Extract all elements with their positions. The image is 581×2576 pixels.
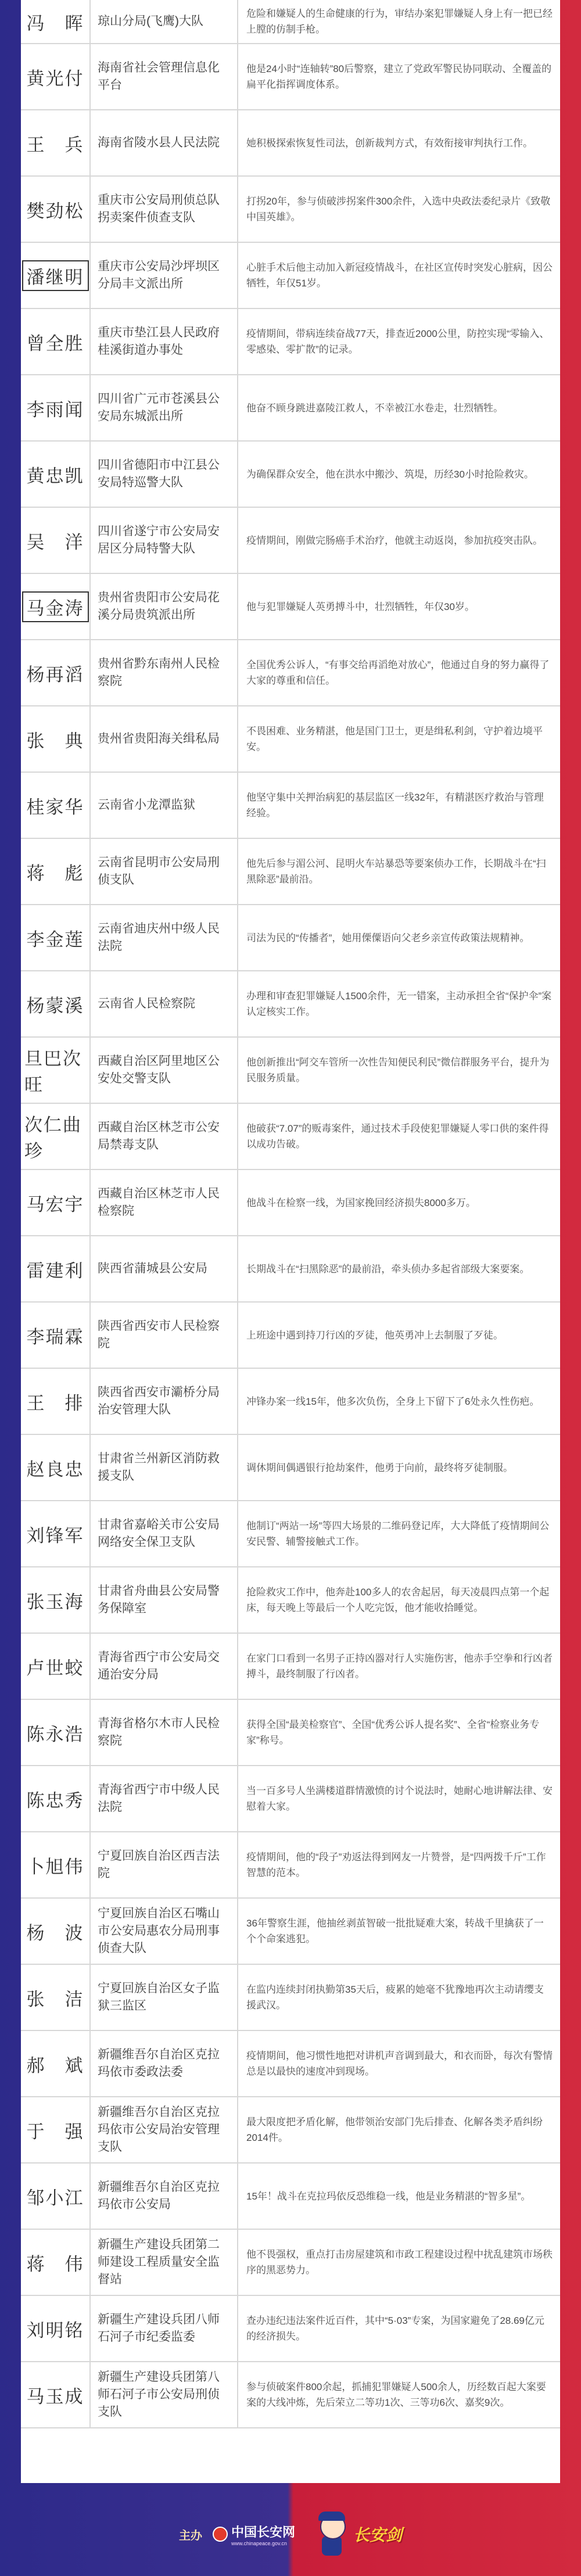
deed-description-cell: 疫情期间，他习惯性地把对讲机声音调到最大，和衣而卧，每次有警情总是以最快的速度冲到现场。: [246, 2050, 553, 2077]
table-row: [21, 2097, 560, 2164]
table-row: [21, 640, 560, 706]
honoree-name: 旦巴次旺: [24, 1049, 82, 1095]
honoree-name: 邹小江: [26, 2187, 84, 2208]
table-row: [21, 2230, 560, 2296]
table-row: [21, 44, 560, 110]
table-row: [21, 442, 560, 508]
table-row: [21, 243, 560, 309]
chinapeace-logo-url: www.chinapeace.gov.cn: [231, 2540, 287, 2546]
unit-cell: 宁夏回族自治区西吉法院: [91, 1832, 238, 1897]
table-row: [21, 2164, 560, 2230]
unit-cell: 宁夏回族自治区女子监狱三监区: [91, 1965, 238, 2030]
deed-description-cell: 办理和审查犯罪嫌疑人1500余件，无一错案，主动承担全省“保护伞”案认定核实工作。: [246, 991, 552, 1017]
honoree-name: 蒋 彪: [26, 863, 84, 884]
unit-cell: 新疆生产建设兵团第八师石河子市公安局刑侦支队: [91, 2362, 238, 2427]
deed-description-cell: 36年警察生涯，他抽丝剥茧智破一批批疑难大案，转战千里擒获了一个个命案逃犯。: [246, 1918, 544, 1944]
honoree-name: 卜旭伟: [26, 1856, 84, 1877]
name-cell: [21, 508, 91, 573]
deed-description-cell: 15年！战斗在克拉玛依反恐维稳一线，他是业务精湛的“智多星”。: [246, 2190, 531, 2202]
unit-cell: 云南省迪庆州中级人民法院: [91, 905, 238, 970]
deed-description-cell: 他创新推出“阿交车管所一次性告知便民利民”微信群服务平台，提升为民服务质量。: [246, 1057, 550, 1084]
unit-cell: 西藏自治区林芝市公安局禁毒支队: [91, 1104, 238, 1169]
name-cell: [21, 44, 91, 109]
table-row: [21, 706, 560, 773]
honoree-name: 黄忠凯: [26, 465, 84, 486]
name-cell: [21, 2031, 91, 2096]
honoree-name: 张 典: [26, 730, 84, 751]
name-cell: [21, 375, 91, 440]
honoree-name: 次仁曲珍: [24, 1115, 82, 1161]
name-cell: [21, 1766, 91, 1831]
deed-description-cell: 不畏困难、业务精湛，他是国门卫士，更是缉私利剑，守护着边境平安。: [246, 726, 543, 752]
unit-cell: 重庆市公安局沙坪坝区分局丰文派出所: [91, 243, 238, 308]
deed-description-cell: 全国优秀公诉人，“有事交给再滔绝对放心”，他通过自身的努力赢得了大家的尊重和信任。: [246, 659, 550, 686]
name-cell: [21, 2164, 91, 2229]
table-row: [21, 1501, 560, 1567]
unit-cell: 西藏自治区林芝市人民检察院: [91, 1170, 238, 1235]
table-row: [21, 1766, 560, 1832]
honoree-name: 于 强: [26, 2121, 84, 2142]
honoree-name: 潘继明: [22, 260, 89, 291]
changanjian-logo-name: 长安剑: [353, 2526, 403, 2544]
unit-cell: 贵州省贵阳海关缉私局: [91, 706, 238, 772]
name-cell: [21, 640, 91, 705]
honoree-name: 陈忠秀: [26, 1790, 84, 1811]
honoree-name: 曾全胜: [26, 333, 84, 354]
honoree-name: 李雨闻: [26, 399, 84, 420]
chinapeace-logo: [213, 2523, 295, 2546]
table-row: [21, 1899, 560, 1965]
table-row: [21, 1236, 560, 1303]
unit-cell: 陕西省蒲城县公安局: [91, 1236, 238, 1301]
unit-cell: 西藏自治区阿里地区公安处交警支队: [91, 1038, 238, 1103]
chinapeace-emblem-icon: [213, 2527, 228, 2542]
unit-cell: 云南省昆明市公安局刑侦支队: [91, 839, 238, 904]
name-cell: [21, 1369, 91, 1434]
table-row: [21, 905, 560, 971]
name-cell: [21, 1700, 91, 1765]
honoree-name: 杨再滔: [26, 664, 84, 685]
name-cell: [21, 1104, 91, 1169]
deed-description-cell: 他奋不顾身跳进嘉陵江救人，不幸被江水卷走，壮烈牺牲。: [246, 402, 503, 414]
honoree-name: 李金莲: [26, 929, 84, 950]
unit-cell: 重庆市公安局刑侦总队拐卖案件侦查支队: [91, 177, 238, 242]
sponsor-label: 主办: [178, 2529, 202, 2542]
unit-cell: 云南省人民检察院: [91, 971, 238, 1036]
name-cell: [21, 1832, 91, 1897]
table-row: [21, 0, 560, 44]
unit-cell: 新疆维吾尔自治区克拉玛依市公安局: [91, 2164, 238, 2229]
deed-description-cell: 获得全国“最美检察官”、全国“优秀公诉人提名奖”、全省“检察业务专家”称号。: [246, 1719, 540, 1746]
unit-cell: 海南省社会管理信息化平台: [91, 44, 238, 109]
table-row: [21, 773, 560, 839]
name-cell: [21, 1236, 91, 1301]
unit-cell: 陕西省西安市人民检察院: [91, 1303, 238, 1368]
name-cell: [21, 0, 91, 43]
name-cell: [21, 1038, 91, 1103]
deed-description-cell: 上班途中遇到持刀行凶的歹徒，他英勇冲上去制服了歹徒。: [246, 1329, 503, 1341]
honoree-name: 赵良忠: [26, 1459, 84, 1480]
unit-cell: 云南省小龙潭监狱: [91, 773, 238, 838]
name-cell: [21, 2230, 91, 2295]
name-cell: [21, 177, 91, 242]
deed-description-cell: 调休期间偶遇银行抢劫案件，他勇于向前，最终将歹徒制服。: [246, 1462, 513, 1473]
table-row: [21, 839, 560, 905]
name-cell: [21, 706, 91, 772]
honoree-name: 马玉成: [26, 2386, 84, 2407]
honoree-name: 郝 斌: [26, 2055, 84, 2076]
unit-cell: 新疆生产建设兵团八师石河子市纪委监委: [91, 2296, 238, 2361]
deed-description-cell: 他破获“7.07”的贩毒案件，通过技术手段使犯罪嫌疑人零口供的案件得以成功告破。: [246, 1123, 549, 1150]
unit-cell: 琼山分局(飞鹰)大队: [91, 0, 238, 43]
unit-cell: 青海省格尔木市人民检察院: [91, 1700, 238, 1765]
honoree-table: [21, 0, 560, 2483]
honoree-name: 黄光付: [26, 68, 84, 89]
name-cell: [21, 2097, 91, 2162]
deed-description-cell: 在家门口看到一名男子正持凶器对行人实施伤害，他赤手空拳和行凶者搏斗，最终制服了行凶者。: [246, 1653, 553, 1680]
name-cell: [21, 243, 91, 308]
deed-description-cell: 疫情期间，他的“段子”劝返法得到网友一片赞誉，是“四两拨千斤”工作智慧的范本。: [246, 1852, 546, 1878]
name-cell: [21, 442, 91, 507]
deed-description-cell: 他与犯罪嫌疑人英勇搏斗中，壮烈牺牲，年仅30岁。: [246, 601, 475, 612]
name-cell: [21, 1501, 91, 1566]
name-cell: [21, 1567, 91, 1633]
honoree-name: 张 洁: [26, 1989, 84, 2010]
deed-description-cell: 当一百多号人坐满楼道群情激愤的讨个说法时，她耐心地讲解法律、安慰着大家。: [246, 1785, 553, 1812]
deed-description-cell: 在监内连续封闭执勤第35天后，疲累的她毫不犹豫地再次主动请缨支援武汉。: [246, 1984, 544, 2011]
deed-description-cell: 疫情期间，带病连续奋战77天，排查近2000公里，防控实现“零输入、零感染、零扩散”的记录。: [246, 328, 550, 355]
table-row: [21, 1832, 560, 1899]
table-row: [21, 177, 560, 243]
footer: [0, 2492, 581, 2576]
name-cell: [21, 2296, 91, 2361]
honoree-name: 杨 波: [26, 1922, 84, 1943]
unit-cell: 宁夏回族自治区石嘴山市公安局惠农分局刑事侦查大队: [91, 1899, 238, 1964]
name-cell: [21, 2362, 91, 2427]
unit-cell: 海南省陵水县人民法院: [91, 110, 238, 175]
honoree-name: 蒋 伟: [26, 2254, 84, 2274]
name-cell: [21, 1634, 91, 1699]
police-mascot-icon: [315, 2512, 349, 2557]
table-row: [21, 574, 560, 640]
table-row: [21, 2362, 560, 2428]
table-row: [21, 375, 560, 442]
table-row: [21, 971, 560, 1038]
honoree-name: 刘锋军: [26, 1525, 84, 1546]
deed-description-cell: 司法为民的“传播者”，她用傈僳语向父老乡亲宣传政策法规精神。: [246, 932, 530, 943]
unit-cell: 陕西省西安市灞桥分局治安管理大队: [91, 1369, 238, 1434]
deed-description-cell: 查办违纪违法案件近百件，其中“5·03”专案，为国家避免了28.69亿元的经济损失。: [246, 2315, 544, 2342]
honoree-name: 雷建利: [26, 1260, 84, 1281]
deed-description-cell: 打拐20年，参与侦破涉拐案件300余件，入选中央政法委纪录片《致敬中国英雄》。: [246, 196, 551, 223]
name-cell: [21, 905, 91, 970]
deed-description-cell: 长期战斗在“扫黑除恶”的最前沿，牵头侦办多起省部级大案要案。: [246, 1263, 530, 1275]
honoree-name: 马宏宇: [26, 1194, 84, 1215]
table-row: [21, 309, 560, 375]
unit-cell: 甘肃省兰州新区消防救援支队: [91, 1435, 238, 1500]
table-row: [21, 110, 560, 177]
deed-description-cell: 心脏手术后他主动加入新冠疫情战斗，在社区宣传时突发心脏病，因公牺牲，年仅51岁。: [246, 262, 553, 289]
table-row: [21, 1170, 560, 1236]
unit-cell: 贵州省贵阳市公安局花溪分局贵筑派出所: [91, 574, 238, 639]
name-cell: [21, 1965, 91, 2030]
name-cell: [21, 1899, 91, 1964]
name-cell: [21, 773, 91, 838]
deed-description-cell: 危险和嫌疑人的生命健康的行为，审结办案犯罪嫌疑人身上有一把已经上膛的仿制手枪。: [246, 8, 553, 35]
name-cell: [21, 574, 91, 639]
name-cell: [21, 1435, 91, 1500]
honoree-name: 陈永浩: [26, 1724, 84, 1745]
unit-cell: 青海省西宁市公安局交通治安分局: [91, 1634, 238, 1699]
deed-description-cell: 他制订“两站一场”等四大场景的二维码登记库，大大降低了疫情期间公安民警、辅警接触式工作。: [246, 1520, 550, 1547]
deed-description-cell: 他先后参与湄公河、昆明火车站暴恐等要案侦办工作，长期战斗在“扫黑除恶”最前沿。: [246, 858, 546, 885]
honoree-name: 冯 晖: [26, 13, 84, 34]
deed-description-cell: 冲锋办案一线15年，他多次负伤，全身上下留下了6处永久性伤疤。: [246, 1395, 540, 1407]
name-cell: [21, 110, 91, 175]
honoree-name: 桂家华: [26, 797, 84, 817]
honoree-name: 马金涛: [22, 591, 89, 622]
honoree-name: 王 排: [26, 1393, 84, 1413]
name-cell: [21, 309, 91, 374]
unit-cell: 重庆市垫江县人民政府桂溪街道办事处: [91, 309, 238, 374]
deed-description-cell: 为确保群众安全，他在洪水中搬沙、筑堤，历经30小时抢险救灾。: [246, 468, 534, 480]
name-cell: [21, 1303, 91, 1368]
unit-cell: 四川省遂宁市公安局安居区分局特警大队: [91, 508, 238, 573]
unit-cell: 甘肃省嘉峪关市公安局网络安全保卫支队: [91, 1501, 238, 1566]
honoree-name: 张玉海: [26, 1591, 84, 1612]
table-row: [21, 1435, 560, 1501]
table-row: [21, 1965, 560, 2031]
honoree-name: 吴 洋: [26, 532, 84, 552]
unit-cell: 青海省西宁市中级人民法院: [91, 1766, 238, 1831]
name-cell: [21, 971, 91, 1036]
deed-description-cell: 最大限度把矛盾化解，他带领治安部门先后排查、化解各类矛盾纠纷2014件。: [246, 2116, 543, 2143]
unit-cell: 四川省德阳市中江县公安局特巡警大队: [91, 442, 238, 507]
deed-description-cell: 他不畏强权，重点打击房屋建筑和市政工程建设过程中扰乱建筑市场秩序的黑恶势力。: [246, 2249, 553, 2276]
chinapeace-logo-name: 中国长安网: [231, 2524, 295, 2539]
unit-cell: 新疆生产建设兵团第二师建设工程质量安全监督站: [91, 2230, 238, 2295]
table-row: [21, 1038, 560, 1104]
unit-cell: 新疆维吾尔自治区克拉玛依市委政法委: [91, 2031, 238, 2096]
table-row: [21, 2031, 560, 2097]
table-row: [21, 1700, 560, 1766]
deed-description-cell: 参与侦破案件800余起，抓捕犯罪嫌疑人500余人，历经数百起大案要案的大线冲炼，先后荣立二等功1次、三等功6次、嘉奖9次。: [246, 2381, 546, 2408]
unit-cell: 贵州省黔东南州人民检察院: [91, 640, 238, 705]
deed-description-cell: 他坚守集中关押治病犯的基层监区一线32年，有精湛医疗救治与管理经验。: [246, 792, 544, 819]
unit-cell: 四川省广元市苍溪县公安局东城派出所: [91, 375, 238, 440]
honoree-name: 李瑞霖: [26, 1326, 84, 1347]
table-row: [21, 1634, 560, 1700]
deed-description-cell: 他战斗在检察一线，为国家挽回经济损失8000多万。: [246, 1197, 476, 1208]
name-cell: [21, 1170, 91, 1235]
honoree-name: 卢世蛟: [26, 1657, 84, 1678]
deed-description-cell: 他是24小时“连轴转”80后警察，建立了党政军警民协同联动、全覆盖的扁平化指挥调度体系。: [246, 63, 552, 90]
deed-description-cell: 抢险救灾工作中，他奔赴100多人的农舍起居，每天凌晨四点第一个起床，每天晚上等最后一个人吃完饭，他才能收拾睡觉。: [246, 1587, 550, 1613]
table-row: [21, 1369, 560, 1435]
honoree-name: 王 兵: [26, 134, 84, 155]
deed-description-cell: 疫情期间，刚做完肠癌手术治疗，他就主动返岗，参加抗疫突击队。: [246, 534, 543, 546]
honoree-name: 杨蒙溪: [26, 995, 84, 1016]
table-row: [21, 1104, 560, 1170]
unit-cell: 新疆维吾尔自治区克拉玛依市公安局治安管理支队: [91, 2097, 238, 2162]
table-row: [21, 1567, 560, 1634]
table-row: [21, 508, 560, 574]
honoree-name: 刘明铭: [26, 2320, 84, 2341]
unit-cell: 甘肃省舟曲县公安局警务保障室: [91, 1567, 238, 1633]
honoree-name: 樊劲松: [26, 200, 84, 221]
name-cell: [21, 839, 91, 904]
changanjian-logo: [315, 2512, 402, 2557]
deed-description-cell: 她积极探索恢复性司法，创新裁判方式，有效衔接审判执行工作。: [246, 137, 533, 149]
table-row: [21, 2296, 560, 2362]
table-row: [21, 1303, 560, 1369]
